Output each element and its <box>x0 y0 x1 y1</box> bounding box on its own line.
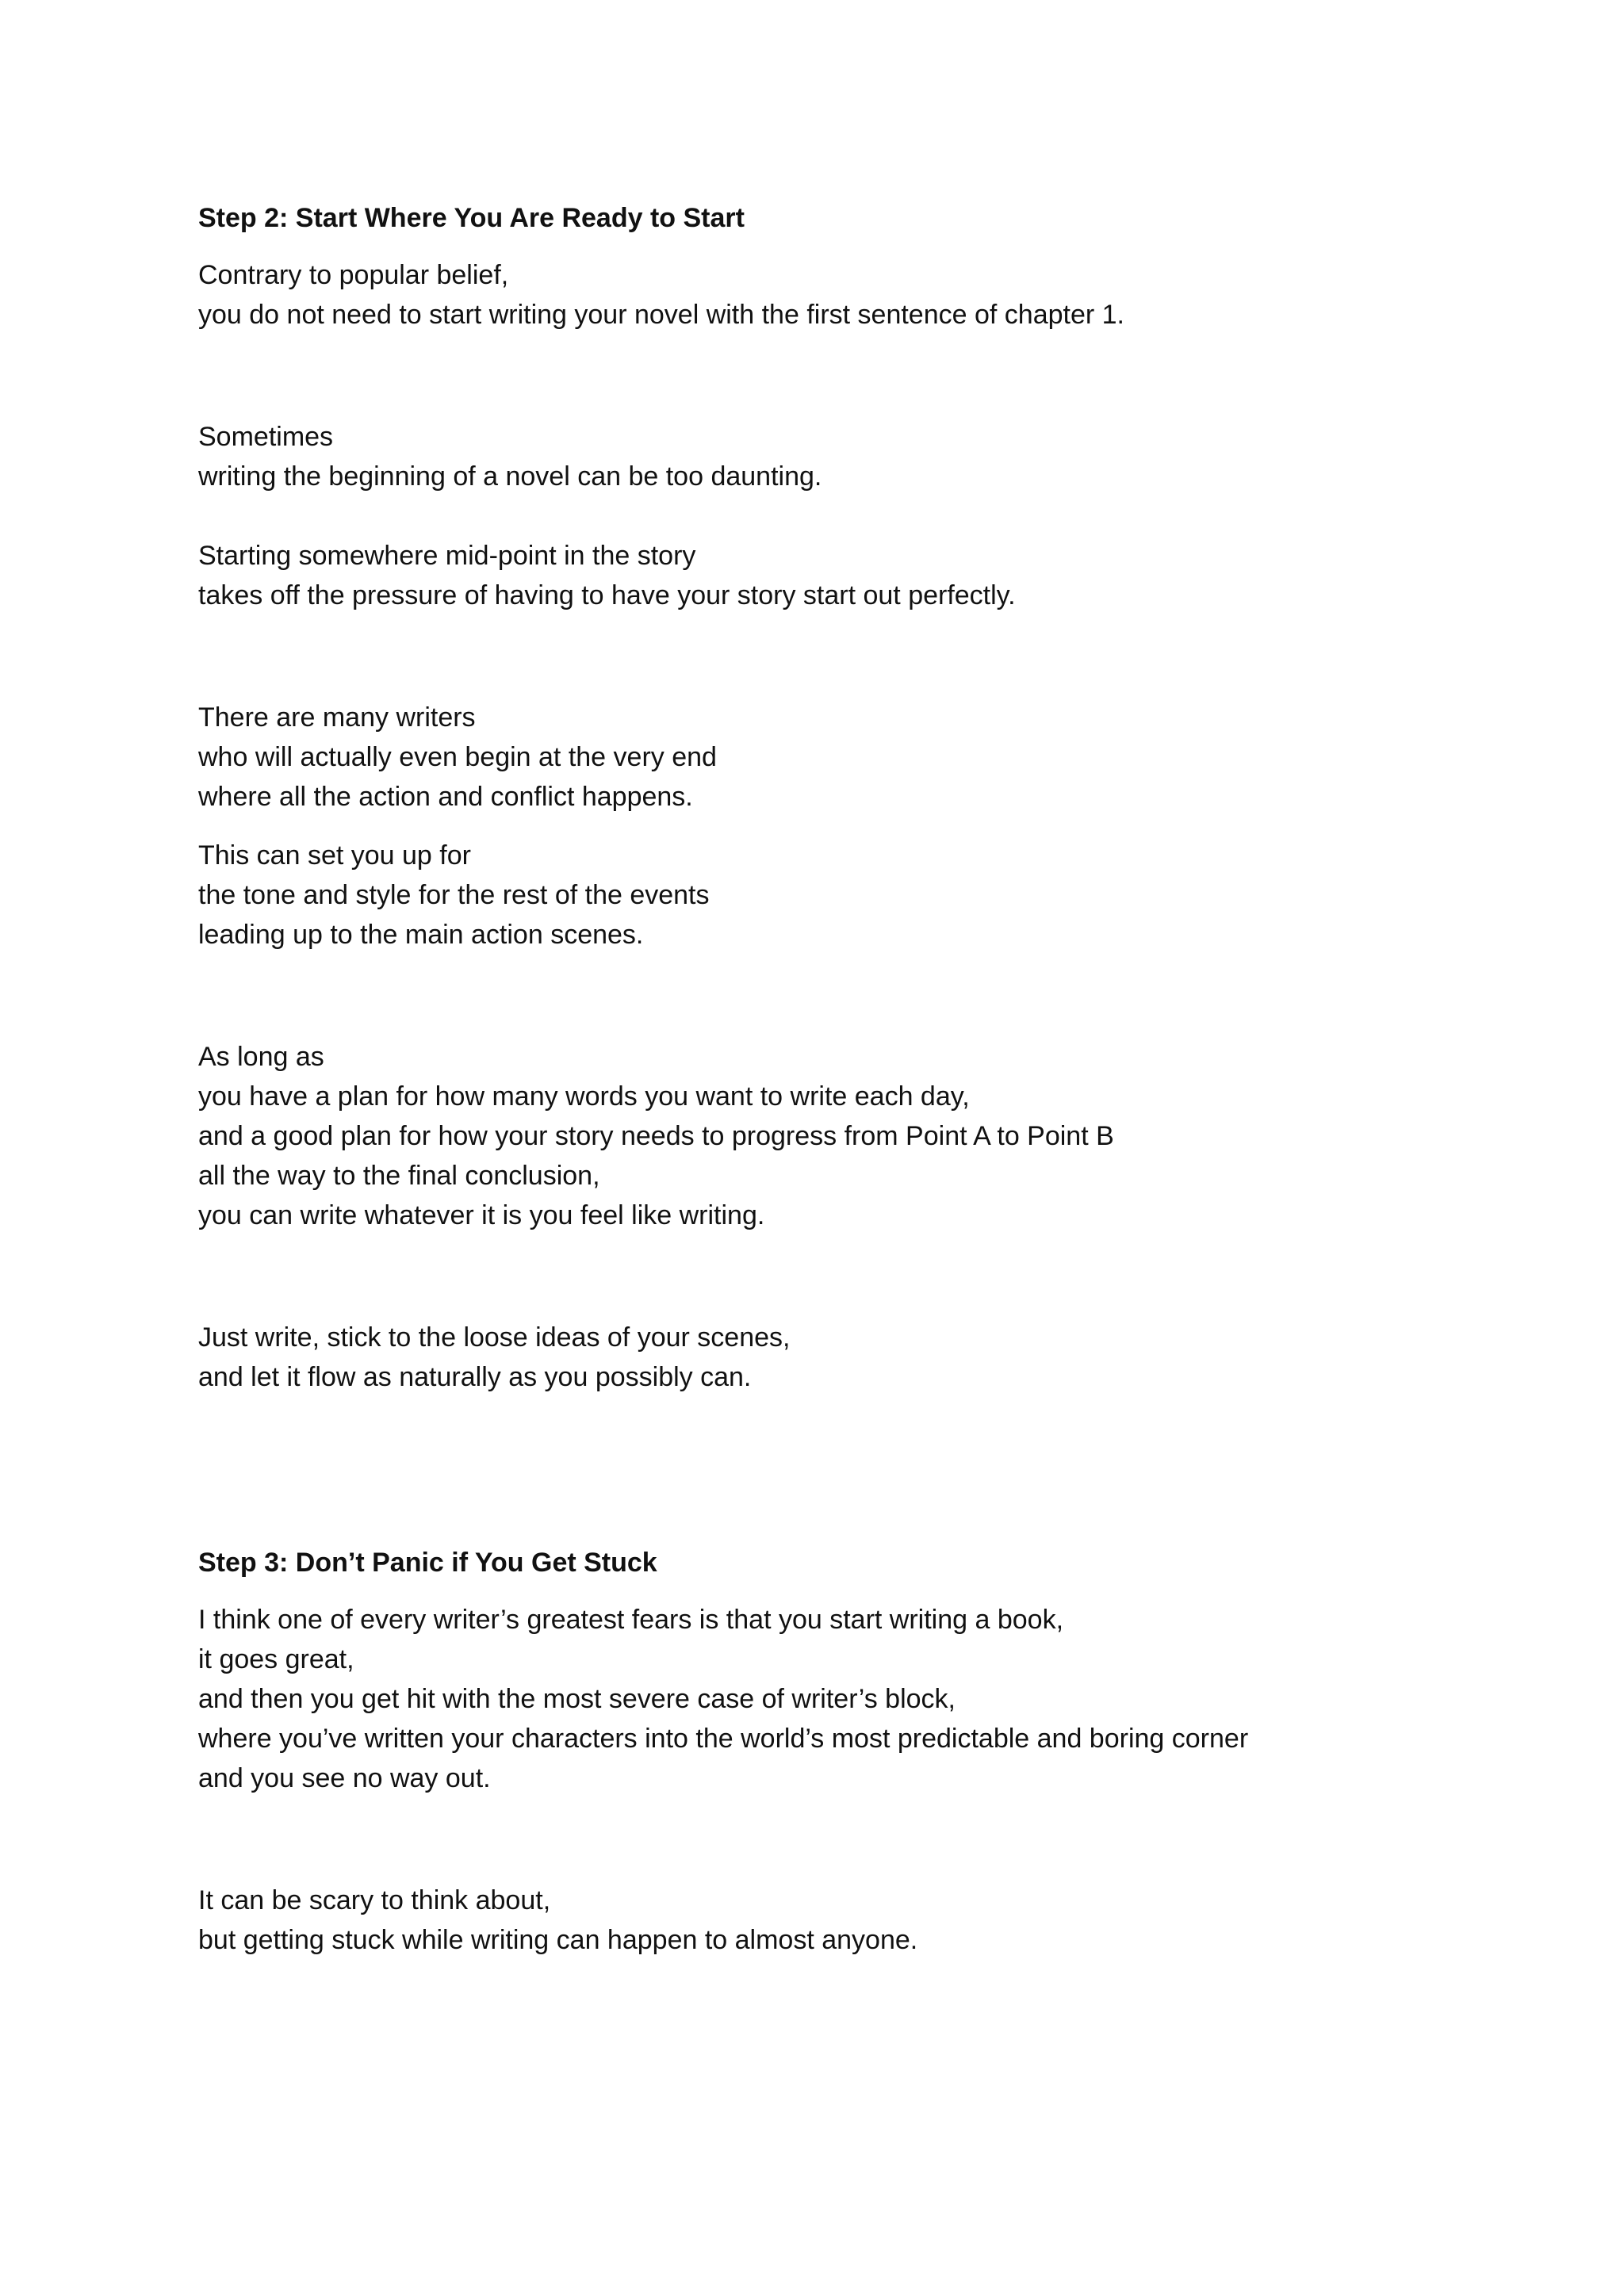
text-line: but getting stuck while writing can happen to almost anyone. <box>198 1925 918 1955</box>
text-line: you do not need to start writing your novel with the first sentence of chapter 1. <box>198 300 1124 330</box>
paragraph <box>198 536 1546 615</box>
text-line: writing the beginning of a novel can be too daunting. <box>198 461 822 492</box>
text-line: leading up to the main action scenes. <box>198 920 644 950</box>
text-line: all the way to the final conclusion, <box>198 1161 600 1191</box>
text-line: As long as <box>198 1042 324 1072</box>
text-line: it goes great, <box>198 1644 354 1674</box>
paragraph <box>198 255 1546 335</box>
paragraph <box>198 1600 1546 1798</box>
text-line: you can write whatever it is you feel like writing. <box>198 1200 765 1230</box>
paragraph <box>198 417 1546 496</box>
text-line: and a good plan for how your story needs to progress from Point A to Point B <box>198 1121 1114 1151</box>
text-line: and let it flow as naturally as you possibly can. <box>198 1362 752 1392</box>
step-2-heading: Step 2: Start Where You Are Ready to Start <box>198 203 745 233</box>
paragraph <box>198 836 1546 955</box>
text-line: and you see no way out. <box>198 1763 491 1793</box>
paragraph <box>198 1318 1546 1397</box>
text-line: Contrary to popular belief, <box>198 260 509 290</box>
paragraph <box>198 698 1546 817</box>
text-line: takes off the pressure of having to have your story start out perfectly. <box>198 580 1016 610</box>
document-body <box>198 198 1546 1960</box>
text-line: Starting somewhere mid-point in the story <box>198 541 696 571</box>
text-line: the tone and style for the rest of the events <box>198 880 710 910</box>
text-line: Just write, stick to the loose ideas of your scenes, <box>198 1322 791 1353</box>
step-3-heading: Step 3: Don’t Panic if You Get Stuck <box>198 1548 657 1578</box>
paragraph <box>198 1881 1546 1960</box>
text-line: where all the action and conflict happens. <box>198 782 693 812</box>
text-line: There are many writers <box>198 702 476 733</box>
text-line: This can set you up for <box>198 840 471 871</box>
text-line: Sometimes <box>198 422 334 452</box>
text-line: It can be scary to think about, <box>198 1885 551 1915</box>
text-line: who will actually even begin at the very end <box>198 742 717 772</box>
paragraph <box>198 1037 1546 1235</box>
text-line: where you’ve written your characters into the world’s most predictable and boring corner <box>198 1724 1249 1754</box>
text-line: you have a plan for how many words you want to write each day, <box>198 1081 970 1112</box>
text-line: I think one of every writer’s greatest fears is that you start writing a book, <box>198 1605 1064 1635</box>
text-line: and then you get hit with the most severe case of writer’s block, <box>198 1684 956 1714</box>
